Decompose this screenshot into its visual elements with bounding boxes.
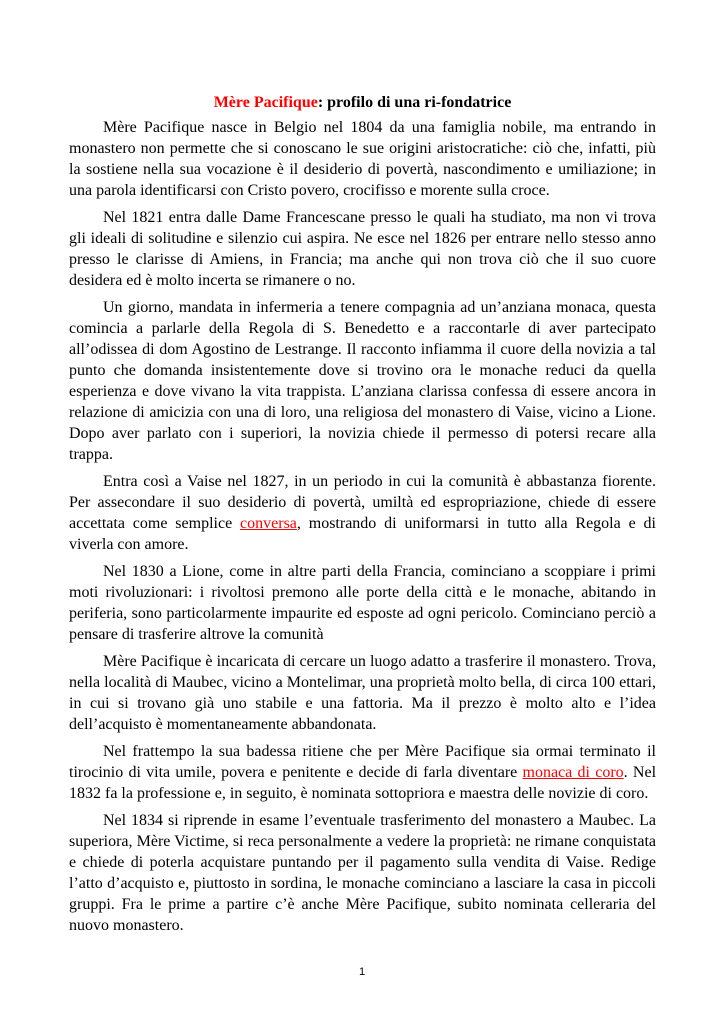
paragraph-text: , mostrando di uniformarsi in tutto alla Regola e di viverla con amore. [69, 515, 656, 553]
paragraph-5 [69, 561, 656, 645]
title-rest: : profilo di una ri-fondatrice [317, 94, 512, 111]
paragraph-text: Mère Pacifique è incaricata di cercare un luogo adatto a trasferire il monastero. Trova, nella località di Maubec, vicino a Montelimar, una proprietà molto bella, di circa 100 ettari, in cui si trovano già uno stabile e una fattoria. Ma il prezzo è molto alto e l’idea dell’acquisto è momentaneamente abbandonata. [69, 653, 656, 733]
monaca-di-coro-link[interactable]: monaca di coro [522, 764, 624, 781]
paragraph-text: . Nel 1832 fa la professione e, in seguito, è nominata sottopriora e maestra delle novizie di coro. [69, 764, 657, 802]
paragraph-4 [69, 471, 656, 555]
paragraph-text: Mère Pacifique nasce in Belgio nel 1804 da una famiglia nobile, ma entrando in monastero non permette che si conoscano le sue origini aristocratiche: ciò che, infatti, più la sostiene nella sua vocazione è il desiderio di povertà, nascondimento e umiliazione; in una parola identificarsi con Cristo povero, crocifisso e morente sulla croce. [69, 119, 656, 199]
paragraph-6 [69, 651, 656, 735]
paragraph-2 [69, 207, 656, 291]
paragraph-text: Nel 1830 a Lione, come in altre parti della Francia, cominciano a scoppiare i primi moti rivoluzionari: i rivoltosi premono alle porte della città e le monache, abitando in periferia, sono particolarmente impaurite ed esposte ad ogni pericolo. Cominciano perciò a pensare di trasferire altrove la comunità [69, 563, 656, 643]
paragraph-8 [69, 810, 656, 936]
conversa-link[interactable]: conversa [240, 515, 297, 532]
paragraph-1 [69, 117, 656, 201]
document-title [69, 92, 656, 113]
page-number: 1 [358, 966, 366, 978]
document-body [69, 92, 656, 942]
paragraph-text: Nel 1821 entra dalle Dame Francescane presso le quali ha studiato, ma non vi trova gli ideali di solitudine e silenzio cui aspira. Ne esce nel 1826 per entrare nello stesso anno presso le clarisse di Amiens, in Francia; ma anche qui non trova ciò che il suo cuore desidera ed è molto incerta se rimanere o no. [69, 209, 656, 289]
paragraph-text: Un giorno, mandata in infermeria a tenere compagnia ad un’anziana monaca, questa comincia a parlarle della Regola di S. Benedetto e a raccontarle di aver partecipato all’odissea di dom Agostino de Lestrange. Il racconto infiamma il cuore della novizia a tal punto che domanda insistentemente dove si trovino ora le monache reduci da quella esperienza e dove vivano la vita trappista. L’anziana clarissa confessa di essere ancora in relazione di amicizia con una di loro, una religiosa del monastero di Vaise, vicino a Lione. Dopo aver parlato con i superiori, la novizia chiede il permesso di potersi recare alla trappa. [69, 299, 656, 463]
paragraph-7 [69, 741, 656, 804]
paragraph-text: Nel 1834 si riprende in esame l’eventuale trasferimento del monastero a Maubec. La superiora, Mère Victime, si reca personalmente a vedere la proprietà: ne rimane conquistata e chiede di poterla acquistare puntando per il pagamento sulla vendita di Vaise. Redige l’atto d’acquisto e, piuttosto in sordina, le monache cominciano a lasciare la casa in piccoli gruppi. Fra le prime a partire c’è anche Mère Pacifique, subito nominata celleraria del nuovo monastero. [69, 812, 656, 934]
paragraph-text: Nel frattempo la sua badessa ritiene che per Mère Pacifique sia ormai terminato il tirocinio di vita umile, povera e penitente e decide di farla diventare [69, 743, 656, 781]
paragraph-3 [69, 297, 656, 465]
paragraph-text: Entra così a Vaise nel 1827, in un periodo in cui la comunità è abbastanza fiorente. Per assecondare il suo desiderio di povertà, umiltà ed espropriazione, chiede di essere accettata come semplice [69, 473, 656, 532]
title-name: Mère Pacifique [213, 94, 318, 111]
